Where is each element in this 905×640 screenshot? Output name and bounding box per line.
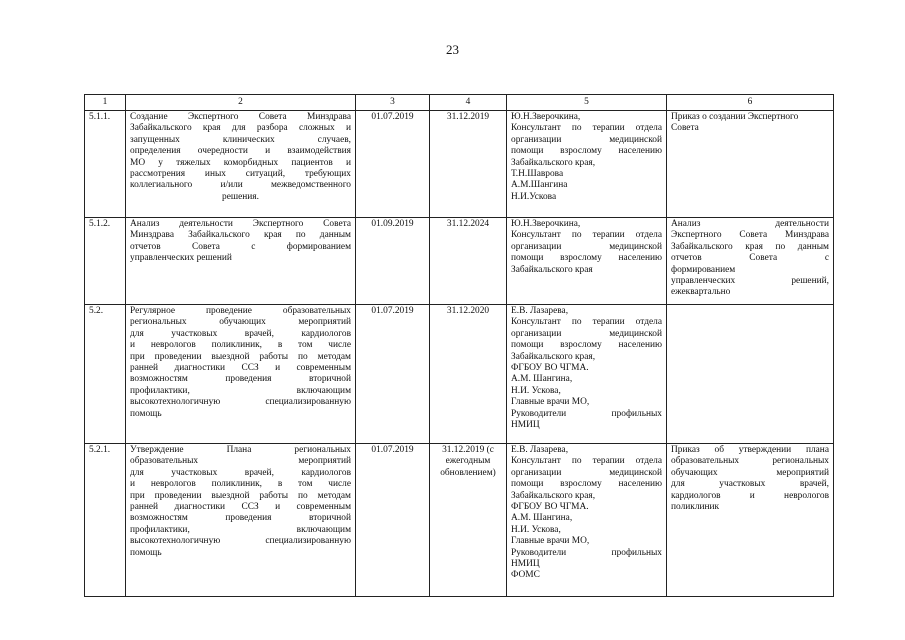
text-line: Приказ о создании Экспертного	[671, 112, 799, 122]
text-line: Н.И. Ускова,	[511, 385, 561, 396]
text-line: Приказ об утверждении плана	[671, 445, 829, 455]
text-line: ранней диагностики ССЗ и современным	[130, 502, 351, 513]
header-row	[85, 95, 834, 111]
start-date: 01.07.2019	[356, 111, 430, 218]
text-line: МО у тяжелых коморбидных пациентов и	[130, 157, 351, 168]
text-line: Консультант по терапии отдела	[511, 317, 662, 328]
activity-cell	[126, 111, 356, 218]
text-line: ФОМС	[511, 570, 540, 581]
table-row	[85, 111, 834, 218]
text-line: помощи взрослому населению	[511, 479, 662, 490]
text-line: Консультант по терапии отдела	[511, 123, 662, 134]
text-line: Ю.Н.Зверочкина,	[511, 112, 581, 122]
activity-cell	[126, 305, 356, 444]
text-line: определения очередности и взаимодействия	[130, 146, 351, 157]
text-line: помощи взрослому населению	[511, 146, 662, 157]
text-line: кардиологов и неврологов	[671, 490, 829, 501]
end-date: 31.12.2019	[430, 111, 507, 218]
text-line: для участковых врачей, кардиологов	[130, 467, 351, 478]
table-row	[85, 444, 834, 597]
text-line: организации медицинской	[511, 241, 662, 252]
text-line: Регулярное проведение образовательных	[130, 306, 351, 316]
text-line: А.М. Шангина,	[511, 513, 573, 524]
text-line: помощь	[130, 547, 162, 558]
text-line: Забайкальского края,	[511, 490, 596, 501]
text-line: ФГБОУ ВО ЧГМА.	[511, 502, 589, 513]
text-line: организации медицинской	[511, 328, 662, 339]
result-cell	[667, 305, 834, 444]
text-line: помощи взрослому населению	[511, 253, 662, 264]
text-line: при проведении выездной работы по методам	[130, 490, 351, 501]
text-line: и неврологов поликлиник, в том числе	[130, 340, 351, 351]
text-line: формированием	[671, 264, 736, 275]
start-date: 01.07.2019	[356, 444, 430, 597]
text-line: для участковых врачей,	[671, 479, 829, 490]
column-header: 5	[507, 95, 667, 111]
text-line: обучающих мероприятий	[671, 467, 829, 478]
text-line: Забайкальского края,	[511, 157, 596, 168]
text-line: Е.В. Лазарева,	[511, 445, 569, 455]
text-line: НМИЦ	[511, 559, 540, 570]
column-header: 6	[667, 95, 834, 111]
item-number: 5.2.1.	[85, 444, 126, 597]
text-line: запущенных клинических случаев,	[130, 134, 351, 145]
text-line: Руководители профильных	[511, 547, 662, 558]
text-line: Анализ деятельности Экспертного Совета	[130, 219, 351, 229]
text-line: управленческих решений	[130, 253, 232, 264]
text-line: обновлением)	[440, 467, 496, 478]
text-line: Главные врачи МО,	[511, 536, 590, 547]
text-line: для участковых врачей, кардиологов	[130, 328, 351, 339]
table-row	[85, 305, 834, 444]
text-line: решения.	[222, 191, 259, 202]
text-line: А.М.Шангина	[511, 180, 568, 191]
responsible-cell	[507, 444, 667, 597]
text-line: высокотехнологичную специализированную	[130, 397, 351, 408]
text-line: Забайкальского края для разбора сложных и	[130, 123, 351, 134]
text-line: поликлиник	[671, 502, 720, 513]
responsible-cell	[507, 218, 667, 305]
text-line: высокотехнологичную специализированную	[130, 536, 351, 547]
text-line: образовательных мероприятий	[130, 456, 351, 467]
text-line: Консультант по терапии отдела	[511, 230, 662, 241]
activity-cell	[126, 444, 356, 597]
text-line: Т.Н.Шаврова	[511, 169, 564, 180]
text-line: рассмотрения иных ситуаций, требующих	[130, 169, 351, 180]
text-line: ежегодным	[445, 456, 491, 467]
text-line: Консультант по терапии отдела	[511, 456, 662, 467]
text-line: Минздрава Забайкальского края по данным	[130, 230, 351, 241]
text-line: Забайкальского края	[511, 264, 593, 275]
activity-cell	[126, 218, 356, 305]
text-line: НМИЦ	[511, 420, 540, 431]
text-line: Утверждение Плана региональных	[130, 445, 351, 455]
text-line: Совета	[671, 123, 699, 134]
text-line: отчетов Совета с формированием	[130, 241, 351, 252]
text-line: Е.В. Лазарева,	[511, 306, 569, 316]
text-line: и неврологов поликлиник, в том числе	[130, 479, 351, 490]
text-line: организации медицинской	[511, 467, 662, 478]
text-line: 31.12.2019 (с	[442, 445, 494, 455]
text-line: коллегиального и/или межведомственного	[130, 180, 351, 191]
text-line: организации медицинской	[511, 134, 662, 145]
text-line: Ю.Н.Зверочкина,	[511, 219, 581, 229]
text-line: Анализ деятельности	[671, 219, 829, 229]
start-date: 01.07.2019	[356, 305, 430, 444]
result-cell	[667, 111, 834, 218]
text-line: ФГБОУ ВО ЧГМА.	[511, 363, 589, 374]
column-header: 1	[85, 95, 126, 111]
page-number: 23	[446, 42, 459, 57]
end-date-cell	[430, 444, 507, 597]
responsible-cell	[507, 111, 667, 218]
text-line: Главные врачи МО,	[511, 397, 590, 408]
text-line: при проведении выездной работы по методам	[130, 351, 351, 362]
responsible-cell	[507, 305, 667, 444]
text-line: образовательных региональных	[671, 456, 829, 467]
text-line: возможностям проведения вторичной	[130, 513, 351, 524]
column-header: 3	[356, 95, 430, 111]
text-line: отчетов Совета с	[671, 253, 829, 264]
text-line: региональных обучающих мероприятий	[130, 317, 351, 328]
item-number: 5.2.	[85, 305, 126, 444]
text-line: ранней диагностики ССЗ и современным	[130, 363, 351, 374]
text-line: Забайкальского края,	[511, 351, 596, 362]
text-line: Н.И. Ускова,	[511, 524, 561, 535]
text-line: А.М. Шангина,	[511, 374, 573, 385]
text-line: Экспертного Совета Минздрава	[671, 230, 829, 241]
text-line: Руководители профильных	[511, 408, 662, 419]
item-number: 5.1.1.	[85, 111, 126, 218]
end-date: 31.12.2020	[430, 305, 507, 444]
text-line: Забайкальского края по данным	[671, 241, 829, 252]
plan-table	[84, 94, 834, 597]
table-row	[85, 218, 834, 305]
text-line: помощь	[130, 408, 162, 419]
text-line: управленческих решений,	[671, 276, 829, 287]
column-header: 2	[126, 95, 356, 111]
column-header: 4	[430, 95, 507, 111]
end-date: 31.12.2024	[430, 218, 507, 305]
text-line: возможностям проведения вторичной	[130, 374, 351, 385]
text-line: Н.И.Ускова	[511, 191, 557, 202]
text-line: помощи взрослому населению	[511, 340, 662, 351]
text-line: ежеквартально	[671, 287, 731, 298]
start-date: 01.09.2019	[356, 218, 430, 305]
text-line: профилактики, включающим	[130, 524, 351, 535]
text-line: профилактики, включающим	[130, 385, 351, 396]
result-cell	[667, 218, 834, 305]
item-number: 5.1.2.	[85, 218, 126, 305]
text-line: Создание Экспертного Совета Минздрава	[130, 112, 351, 122]
result-cell	[667, 444, 834, 597]
